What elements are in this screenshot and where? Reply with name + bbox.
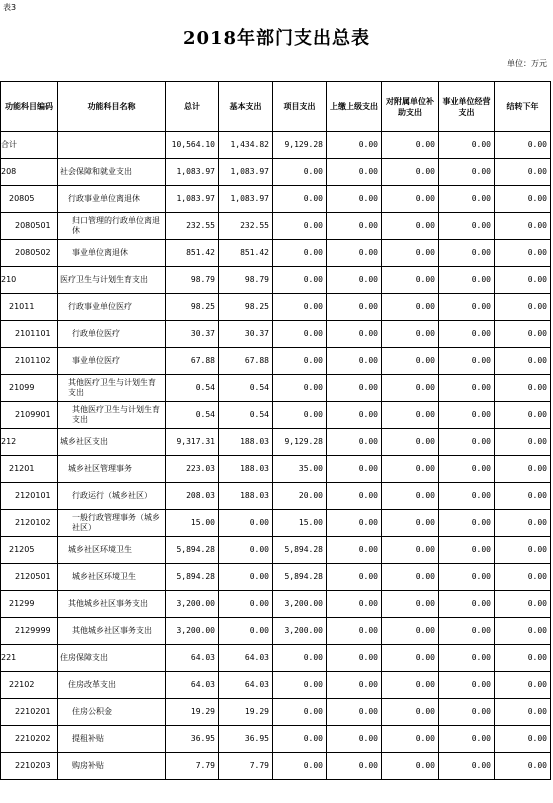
cell-name: 其他医疗卫生与计划生育支出	[58, 375, 166, 402]
cell-total: 3,200.00	[166, 618, 219, 645]
cell-project: 0.00	[273, 348, 327, 375]
cell-name: 提租补贴	[58, 726, 166, 753]
table-row	[1, 429, 551, 456]
cell-code: 2120501	[1, 564, 58, 591]
cell-remit: 0.00	[327, 429, 382, 456]
cell-name: 归口管理的行政单位离退休	[58, 213, 166, 240]
cell-remit: 0.00	[327, 510, 382, 537]
cell-basic: 0.00	[219, 537, 273, 564]
col-header-name: 功能科目名称	[58, 82, 166, 132]
cell-operation: 0.00	[439, 483, 495, 510]
cell-carryover: 0.00	[495, 591, 551, 618]
cell-remit: 0.00	[327, 186, 382, 213]
table-row	[1, 699, 551, 726]
cell-subsidy: 0.00	[382, 510, 439, 537]
cell-carryover: 0.00	[495, 348, 551, 375]
cell-operation: 0.00	[439, 213, 495, 240]
cell-name: 行政运行（城乡社区）	[58, 483, 166, 510]
cell-basic: 188.03	[219, 483, 273, 510]
cell-remit: 0.00	[327, 591, 382, 618]
cell-subsidy: 0.00	[382, 672, 439, 699]
cell-carryover: 0.00	[495, 159, 551, 186]
table-body	[1, 132, 551, 780]
cell-code: 21299	[1, 591, 58, 618]
cell-basic: 98.25	[219, 294, 273, 321]
cell-total: 64.03	[166, 672, 219, 699]
cell-subsidy: 0.00	[382, 132, 439, 159]
col-header-remit: 上缴上级支出	[327, 82, 382, 132]
cell-remit: 0.00	[327, 294, 382, 321]
cell-name: 城乡社区环境卫生	[58, 537, 166, 564]
cell-remit: 0.00	[327, 645, 382, 672]
cell-total: 3,200.00	[166, 591, 219, 618]
cell-project: 0.00	[273, 186, 327, 213]
cell-code: 21201	[1, 456, 58, 483]
cell-code: 2120102	[1, 510, 58, 537]
cell-carryover: 0.00	[495, 321, 551, 348]
table-row	[1, 564, 551, 591]
cell-name: 住房保障支出	[58, 645, 166, 672]
cell-operation: 0.00	[439, 375, 495, 402]
cell-remit: 0.00	[327, 402, 382, 429]
cell-remit: 0.00	[327, 564, 382, 591]
cell-project: 5,894.28	[273, 537, 327, 564]
cell-operation: 0.00	[439, 294, 495, 321]
cell-total: 98.25	[166, 294, 219, 321]
col-header-project: 项目支出	[273, 82, 327, 132]
cell-remit: 0.00	[327, 753, 382, 780]
cell-carryover: 0.00	[495, 402, 551, 429]
cell-basic: 0.00	[219, 564, 273, 591]
cell-project: 0.00	[273, 159, 327, 186]
table-number: 表3	[3, 3, 17, 12]
col-header-total: 总计	[166, 82, 219, 132]
cell-remit: 0.00	[327, 159, 382, 186]
cell-project: 3,200.00	[273, 591, 327, 618]
cell-subsidy: 0.00	[382, 321, 439, 348]
cell-name: 行政事业单位离退休	[58, 186, 166, 213]
cell-total: 36.95	[166, 726, 219, 753]
cell-project: 0.00	[273, 699, 327, 726]
table-row	[1, 645, 551, 672]
table-row	[1, 510, 551, 537]
cell-operation: 0.00	[439, 726, 495, 753]
cell-basic: 67.88	[219, 348, 273, 375]
cell-remit: 0.00	[327, 456, 382, 483]
cell-subsidy: 0.00	[382, 483, 439, 510]
cell-name: 行政事业单位医疗	[58, 294, 166, 321]
cell-code: 2210203	[1, 753, 58, 780]
cell-code: 2101102	[1, 348, 58, 375]
col-header-basic: 基本支出	[219, 82, 273, 132]
cell-project: 0.00	[273, 645, 327, 672]
cell-basic: 1,434.82	[219, 132, 273, 159]
cell-name: 购房补贴	[58, 753, 166, 780]
cell-name: 事业单位离退休	[58, 240, 166, 267]
cell-subsidy: 0.00	[382, 375, 439, 402]
cell-total: 223.03	[166, 456, 219, 483]
cell-carryover: 0.00	[495, 294, 551, 321]
cell-remit: 0.00	[327, 537, 382, 564]
cell-name: 社会保障和就业支出	[58, 159, 166, 186]
cell-subsidy: 0.00	[382, 645, 439, 672]
cell-operation: 0.00	[439, 510, 495, 537]
cell-operation: 0.00	[439, 240, 495, 267]
table-row	[1, 321, 551, 348]
cell-operation: 0.00	[439, 537, 495, 564]
cell-basic: 0.00	[219, 510, 273, 537]
table-row	[1, 537, 551, 564]
cell-remit: 0.00	[327, 699, 382, 726]
cell-operation: 0.00	[439, 564, 495, 591]
cell-project: 0.00	[273, 321, 327, 348]
cell-total: 15.00	[166, 510, 219, 537]
cell-name: 行政单位医疗	[58, 321, 166, 348]
table-row	[1, 672, 551, 699]
cell-subsidy: 0.00	[382, 591, 439, 618]
cell-total: 0.54	[166, 375, 219, 402]
cell-code: 221	[1, 645, 58, 672]
cell-total: 1,083.97	[166, 159, 219, 186]
cell-remit: 0.00	[327, 267, 382, 294]
cell-name: 一般行政管理事务（城乡社区）	[58, 510, 166, 537]
cell-total: 5,894.28	[166, 564, 219, 591]
cell-carryover: 0.00	[495, 753, 551, 780]
table-row	[1, 591, 551, 618]
cell-code: 208	[1, 159, 58, 186]
cell-name: 住房改革支出	[58, 672, 166, 699]
cell-carryover: 0.00	[495, 375, 551, 402]
cell-operation: 0.00	[439, 618, 495, 645]
table-row	[1, 375, 551, 402]
cell-basic: 851.42	[219, 240, 273, 267]
cell-remit: 0.00	[327, 483, 382, 510]
cell-subsidy: 0.00	[382, 429, 439, 456]
cell-total: 7.79	[166, 753, 219, 780]
cell-code: 21099	[1, 375, 58, 402]
cell-project: 0.00	[273, 672, 327, 699]
table-row	[1, 159, 551, 186]
table-row	[1, 240, 551, 267]
cell-remit: 0.00	[327, 321, 382, 348]
cell-operation: 0.00	[439, 402, 495, 429]
col-header-operation: 事业单位经营支出	[439, 82, 495, 132]
cell-operation: 0.00	[439, 321, 495, 348]
cell-project: 15.00	[273, 510, 327, 537]
cell-project: 0.00	[273, 402, 327, 429]
cell-project: 35.00	[273, 456, 327, 483]
cell-carryover: 0.00	[495, 267, 551, 294]
cell-basic: 36.95	[219, 726, 273, 753]
cell-basic: 98.79	[219, 267, 273, 294]
cell-carryover: 0.00	[495, 618, 551, 645]
cell-remit: 0.00	[327, 672, 382, 699]
cell-code: 2120101	[1, 483, 58, 510]
cell-basic: 7.79	[219, 753, 273, 780]
cell-total: 64.03	[166, 645, 219, 672]
cell-carryover: 0.00	[495, 132, 551, 159]
cell-operation: 0.00	[439, 186, 495, 213]
cell-total: 10,564.10	[166, 132, 219, 159]
cell-name	[58, 132, 166, 159]
table-row	[1, 186, 551, 213]
cell-operation: 0.00	[439, 348, 495, 375]
col-header-carryover: 结转下年	[495, 82, 551, 132]
cell-basic: 1,083.97	[219, 186, 273, 213]
cell-basic: 0.54	[219, 375, 273, 402]
cell-carryover: 0.00	[495, 186, 551, 213]
cell-project: 20.00	[273, 483, 327, 510]
cell-operation: 0.00	[439, 456, 495, 483]
cell-subsidy: 0.00	[382, 267, 439, 294]
cell-remit: 0.00	[327, 213, 382, 240]
cell-total: 208.03	[166, 483, 219, 510]
cell-subsidy: 0.00	[382, 618, 439, 645]
table-row	[1, 132, 551, 159]
cell-basic: 64.03	[219, 645, 273, 672]
cell-code: 20805	[1, 186, 58, 213]
cell-remit: 0.00	[327, 375, 382, 402]
table-row	[1, 402, 551, 429]
cell-subsidy: 0.00	[382, 564, 439, 591]
cell-operation: 0.00	[439, 753, 495, 780]
table-row	[1, 213, 551, 240]
cell-project: 0.00	[273, 294, 327, 321]
cell-basic: 188.03	[219, 429, 273, 456]
cell-project: 0.00	[273, 267, 327, 294]
cell-code: 2129999	[1, 618, 58, 645]
cell-carryover: 0.00	[495, 537, 551, 564]
cell-operation: 0.00	[439, 645, 495, 672]
col-header-code: 功能科目编码	[1, 82, 58, 132]
cell-code: 2080501	[1, 213, 58, 240]
cell-total: 232.55	[166, 213, 219, 240]
cell-code: 2080502	[1, 240, 58, 267]
cell-name: 住房公积金	[58, 699, 166, 726]
cell-remit: 0.00	[327, 726, 382, 753]
cell-total: 1,083.97	[166, 186, 219, 213]
table-row	[1, 483, 551, 510]
cell-subsidy: 0.00	[382, 753, 439, 780]
cell-project: 0.00	[273, 726, 327, 753]
cell-name: 城乡社区支出	[58, 429, 166, 456]
cell-carryover: 0.00	[495, 240, 551, 267]
cell-code: 合计	[1, 132, 58, 159]
cell-basic: 0.00	[219, 618, 273, 645]
cell-subsidy: 0.00	[382, 537, 439, 564]
cell-carryover: 0.00	[495, 483, 551, 510]
cell-basic: 1,083.97	[219, 159, 273, 186]
cell-subsidy: 0.00	[382, 294, 439, 321]
cell-remit: 0.00	[327, 132, 382, 159]
cell-basic: 0.54	[219, 402, 273, 429]
col-header-subsidy: 对附属单位补助支出	[382, 82, 439, 132]
cell-total: 851.42	[166, 240, 219, 267]
cell-project: 0.00	[273, 213, 327, 240]
cell-total: 98.79	[166, 267, 219, 294]
table-row	[1, 348, 551, 375]
cell-name: 医疗卫生与计划生育支出	[58, 267, 166, 294]
cell-subsidy: 0.00	[382, 186, 439, 213]
cell-subsidy: 0.00	[382, 348, 439, 375]
cell-name: 城乡社区环境卫生	[58, 564, 166, 591]
cell-project: 9,129.28	[273, 132, 327, 159]
cell-operation: 0.00	[439, 672, 495, 699]
cell-name: 其他医疗卫生与计划生育支出	[58, 402, 166, 429]
table-row	[1, 618, 551, 645]
cell-name: 事业单位医疗	[58, 348, 166, 375]
cell-basic: 30.37	[219, 321, 273, 348]
cell-carryover: 0.00	[495, 726, 551, 753]
cell-carryover: 0.00	[495, 213, 551, 240]
cell-basic: 188.03	[219, 456, 273, 483]
cell-total: 30.37	[166, 321, 219, 348]
cell-total: 5,894.28	[166, 537, 219, 564]
cell-project: 0.00	[273, 240, 327, 267]
cell-project: 0.00	[273, 375, 327, 402]
cell-code: 21205	[1, 537, 58, 564]
cell-carryover: 0.00	[495, 564, 551, 591]
cell-subsidy: 0.00	[382, 159, 439, 186]
cell-basic: 0.00	[219, 591, 273, 618]
cell-name: 其他城乡社区事务支出	[58, 591, 166, 618]
cell-carryover: 0.00	[495, 699, 551, 726]
cell-total: 0.54	[166, 402, 219, 429]
cell-code: 2101101	[1, 321, 58, 348]
cell-project: 0.00	[273, 753, 327, 780]
table-row	[1, 456, 551, 483]
cell-project: 3,200.00	[273, 618, 327, 645]
cell-subsidy: 0.00	[382, 240, 439, 267]
table-header-row	[1, 82, 551, 132]
cell-operation: 0.00	[439, 429, 495, 456]
cell-code: 2210202	[1, 726, 58, 753]
cell-project: 9,129.28	[273, 429, 327, 456]
cell-subsidy: 0.00	[382, 726, 439, 753]
cell-carryover: 0.00	[495, 429, 551, 456]
cell-basic: 232.55	[219, 213, 273, 240]
cell-total: 67.88	[166, 348, 219, 375]
cell-remit: 0.00	[327, 240, 382, 267]
table-row	[1, 267, 551, 294]
unit-label: 单位：万元	[507, 59, 547, 68]
cell-subsidy: 0.00	[382, 402, 439, 429]
cell-remit: 0.00	[327, 618, 382, 645]
cell-carryover: 0.00	[495, 672, 551, 699]
cell-operation: 0.00	[439, 132, 495, 159]
cell-subsidy: 0.00	[382, 699, 439, 726]
table-row	[1, 294, 551, 321]
cell-operation: 0.00	[439, 267, 495, 294]
table-row	[1, 726, 551, 753]
cell-total: 9,317.31	[166, 429, 219, 456]
page-title: 2018年部门支出总表	[182, 28, 371, 49]
cell-carryover: 0.00	[495, 456, 551, 483]
cell-operation: 0.00	[439, 591, 495, 618]
cell-code: 22102	[1, 672, 58, 699]
cell-operation: 0.00	[439, 699, 495, 726]
cell-code: 212	[1, 429, 58, 456]
cell-subsidy: 0.00	[382, 456, 439, 483]
cell-project: 5,894.28	[273, 564, 327, 591]
cell-remit: 0.00	[327, 348, 382, 375]
cell-code: 2210201	[1, 699, 58, 726]
cell-basic: 64.03	[219, 672, 273, 699]
cell-code: 210	[1, 267, 58, 294]
cell-code: 2109901	[1, 402, 58, 429]
cell-carryover: 0.00	[495, 510, 551, 537]
cell-code: 21011	[1, 294, 58, 321]
cell-carryover: 0.00	[495, 645, 551, 672]
cell-name: 其他城乡社区事务支出	[58, 618, 166, 645]
cell-total: 19.29	[166, 699, 219, 726]
expenditure-table	[0, 81, 551, 780]
cell-name: 城乡社区管理事务	[58, 456, 166, 483]
table-row	[1, 753, 551, 780]
cell-basic: 19.29	[219, 699, 273, 726]
cell-subsidy: 0.00	[382, 213, 439, 240]
cell-operation: 0.00	[439, 159, 495, 186]
